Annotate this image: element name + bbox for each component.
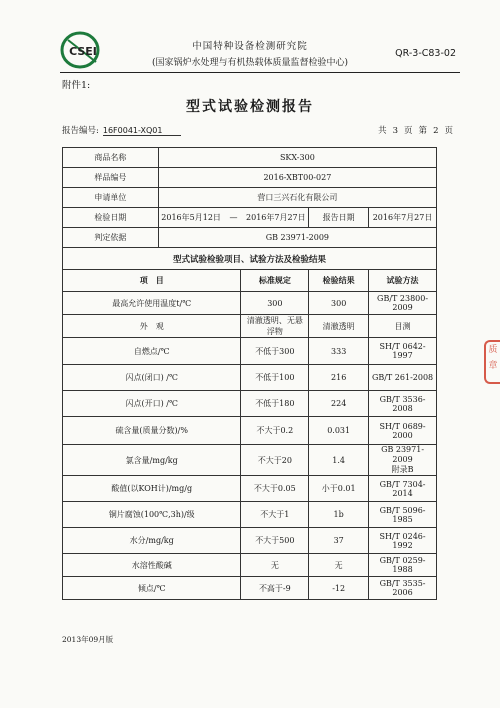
result-method: GB/T 3536-2008: [369, 391, 437, 417]
result-value: 1b: [309, 502, 369, 528]
pages-word-2: 页: [444, 126, 453, 136]
pages-current: 2: [433, 126, 439, 136]
result-item: 酸值(以KOH计)/mg/g: [63, 476, 241, 502]
section-title: 型式试验检验项目、试验方法及检验结果: [63, 248, 437, 270]
info-row-dates: [63, 208, 437, 228]
result-method: SH/T 0689-2000: [369, 417, 437, 445]
test-date-end: 2016年7月27日: [246, 213, 306, 222]
result-method-line1: GB 23971-2009: [381, 445, 425, 464]
result-method: GB/T 261-2008: [369, 365, 437, 391]
result-item: 自燃点/℃: [63, 338, 241, 365]
report-title: 型式试验检测报告: [186, 99, 314, 115]
report-number-label: 报告编号:: [62, 126, 99, 136]
organization-name: [130, 38, 370, 68]
result-method: GB/T 5096-1985: [369, 502, 437, 528]
result-standard: 不大于0.2: [241, 417, 309, 445]
pages-current-prefix: 第: [418, 126, 428, 136]
basis-label: 判定依据: [63, 228, 159, 248]
result-item: 铜片腐蚀(100℃,3h)/级: [63, 502, 241, 528]
info-row-product: [63, 148, 437, 168]
report-table: [62, 147, 437, 600]
pages-total: 3: [392, 126, 399, 136]
report-date-label: 报告日期: [309, 208, 369, 228]
result-item: 水分/mg/kg: [63, 528, 241, 554]
attachment-label: 附件1:: [62, 80, 91, 91]
result-value: 333: [309, 338, 369, 365]
col-header-method: 试验方法: [369, 270, 437, 292]
col-header-standard: 标准规定: [241, 270, 309, 292]
col-header-item: 项 目: [63, 270, 241, 292]
result-row: [63, 417, 437, 445]
column-header-row: [63, 270, 437, 292]
result-row: [63, 476, 437, 502]
result-method: SH/T 0246-1992: [369, 528, 437, 554]
col-header-result: 检验结果: [309, 270, 369, 292]
result-item: 硫含量(质量分数)/%: [63, 417, 241, 445]
info-row-basis: [63, 228, 437, 248]
applicant-value: 营口三兴石化有限公司: [158, 188, 436, 208]
result-standard: 不低于180: [241, 391, 309, 417]
result-item: 水溶性酸碱: [63, 554, 241, 577]
applicant-label: 申请单位: [63, 188, 159, 208]
red-seal-stamp: 质 章: [484, 340, 500, 384]
pages-total-prefix: 共: [378, 126, 387, 136]
sample-no-value: 2016-XBT00-027: [158, 168, 436, 188]
product-name-label: 商品名称: [63, 148, 159, 168]
result-value: 无: [309, 554, 369, 577]
result-value: 216: [309, 365, 369, 391]
result-value: 0.031: [309, 417, 369, 445]
org-line-1: 中国特种设备检测研究院: [192, 41, 308, 52]
result-method-line2: 附录B: [391, 465, 414, 474]
result-row: [63, 292, 437, 315]
result-standard: 不大于1: [241, 502, 309, 528]
report-number-value: 16F0041-XQ01: [103, 126, 181, 136]
result-row: [63, 445, 437, 476]
product-name-value: SKX-300: [158, 148, 436, 168]
result-standard: 清澈透明、无悬浮物: [241, 315, 309, 338]
result-row: [63, 502, 437, 528]
header-divider: [60, 72, 460, 73]
pages-word-1: 页: [404, 126, 413, 136]
result-standard: 300: [241, 292, 309, 315]
section-title-row: [63, 248, 437, 270]
result-method: GB/T 0259-1988: [369, 554, 437, 577]
test-date-label: 检验日期: [63, 208, 159, 228]
result-item: 最高允许使用温度t/℃: [63, 292, 241, 315]
result-method: SH/T 0642-1997: [369, 338, 437, 365]
result-standard: 不低于300: [241, 338, 309, 365]
result-standard: 不大于500: [241, 528, 309, 554]
result-item: 氯含量/mg/kg: [63, 445, 241, 476]
csei-logo-icon: [60, 30, 106, 70]
basis-value: GB 23971-2009: [158, 228, 436, 248]
info-row-applicant: [63, 188, 437, 208]
result-standard: 不高于-9: [241, 577, 309, 600]
info-row-sample: [63, 168, 437, 188]
result-standard: 不大于20: [241, 445, 309, 476]
result-item: 闪点(开口) /℃: [63, 391, 241, 417]
result-value: 清澈透明: [309, 315, 369, 338]
result-item: 闪点(闭口) /℃: [63, 365, 241, 391]
result-row: [63, 528, 437, 554]
svg-text:CSEI: CSEI: [69, 45, 97, 58]
org-line-2: (国家锅炉水处理与有机热载体质量监督检验中心): [151, 58, 349, 68]
result-method: GB/T 7304-2014: [369, 476, 437, 502]
result-row: [63, 365, 437, 391]
result-standard: 无: [241, 554, 309, 577]
result-item: 外 观: [63, 315, 241, 338]
page-counter: [375, 124, 456, 136]
result-method: 目测: [369, 315, 437, 338]
result-row: [63, 338, 437, 365]
result-row: [63, 554, 437, 577]
test-date-value: [158, 208, 309, 228]
result-row: [63, 577, 437, 600]
result-method: [369, 445, 437, 476]
form-version-note: 2013年09月版: [62, 635, 114, 644]
report-date-value: 2016年7月27日: [369, 208, 437, 228]
test-date-start: 2016年5月12日: [161, 213, 221, 222]
result-value: -12: [309, 577, 369, 600]
result-value: 37: [309, 528, 369, 554]
result-row: [63, 391, 437, 417]
result-method: GB/T 23800-2009: [369, 292, 437, 315]
result-item: 倾点/℃: [63, 577, 241, 600]
result-value: 小于0.01: [309, 476, 369, 502]
result-standard: 不大于0.05: [241, 476, 309, 502]
result-value: 224: [309, 391, 369, 417]
result-value: 1.4: [309, 445, 369, 476]
test-date-sep: —: [229, 213, 238, 222]
report-number: [62, 124, 181, 136]
result-row: [63, 315, 437, 338]
result-value: 300: [309, 292, 369, 315]
document-code: QR-3-C83-02: [395, 48, 456, 59]
result-method: GB/T 3535-2006: [369, 577, 437, 600]
result-standard: 不低于100: [241, 365, 309, 391]
sample-no-label: 样品编号: [63, 168, 159, 188]
